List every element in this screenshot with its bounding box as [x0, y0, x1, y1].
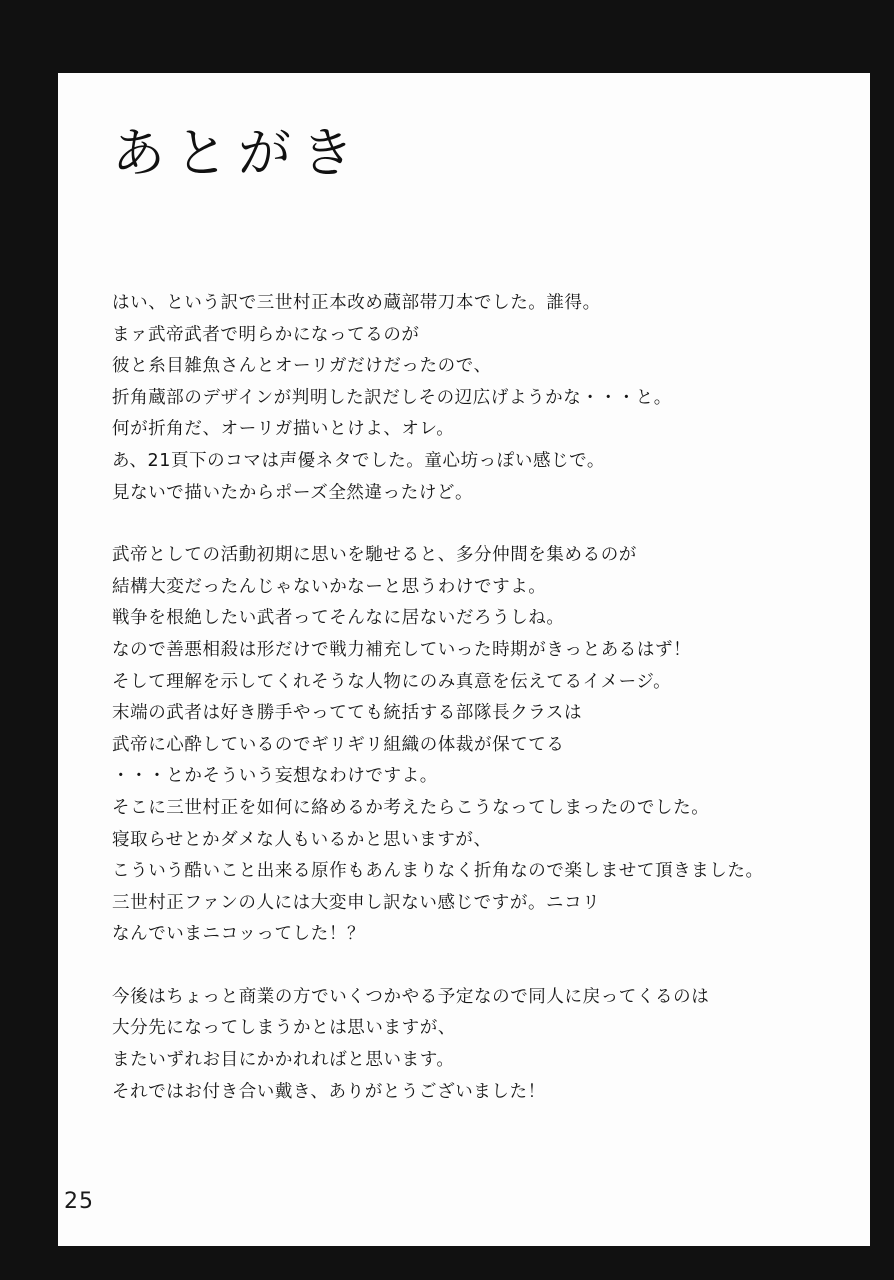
text-line: 彼と糸目雑魚さんとオーリガだけだったので、 — [112, 356, 492, 377]
text-line: 折角蔵部のデザインが判明した訳だしその辺広げようかな・・・と。 — [112, 387, 672, 408]
text-line: またいずれお目にかかれればと思います。 — [112, 1050, 455, 1071]
text-line: そこに三世村正を如何に絡めるか考えたらこうなってしまったのでした。 — [112, 797, 710, 818]
text-line: 大分先になってしまうかとは思いますが、 — [112, 1018, 456, 1039]
text-line: それではお付き合い戴き、ありがとうございました！ — [112, 1081, 546, 1102]
text-line: こういう酷いこと出来る原作もあんまりなく折角なので楽しませて頂きました。 — [112, 861, 764, 882]
text-line: 見ないで描いたからポーズ全然違ったけど。 — [112, 482, 474, 503]
text-line: 末端の武者は好き勝手やってても統括する部隊長クラスは — [112, 703, 583, 724]
text-line: あ、21頁下のコマは声優ネタでした。童心坊っぽい感じで。 — [112, 450, 606, 471]
text-line: はい、という訳で三世村正本改め蔵部帯刀本でした。誰得。 — [112, 293, 601, 313]
text-line: 結構大変だったんじゃないかなーと思うわけですよ。 — [112, 576, 547, 597]
text-line: 三世村正ファンの人には大変申し訳ない感じですが。ニコリ — [112, 892, 601, 913]
paragraph-1 — [112, 288, 832, 509]
text-line: 戦争を根絶したい武者ってそんなに居ないだろうしね。 — [112, 608, 565, 629]
page-number: 25 — [64, 1189, 94, 1214]
text-line: なんでいまニコッってした！？ — [112, 924, 366, 945]
text-line: まァ武帝武者で明らかになってるのが — [112, 324, 420, 345]
afterword-body — [112, 288, 832, 1139]
page-title: あとがき — [112, 123, 364, 184]
text-line: なので善悪相殺は形だけで戦力補充していった時期がきっとあるはず！ — [112, 639, 692, 660]
paragraph-2 — [112, 540, 832, 951]
text-line: 武帝に心酔しているのでギリギリ組織の体裁が保ててる — [112, 734, 565, 755]
text-line: 何が折角だ、オーリガ描いとけよ、オレ。 — [112, 419, 455, 440]
text-line: 寝取らせとかダメな人もいるかと思いますが、 — [112, 829, 492, 850]
text-line: ・・・とかそういう妄想なわけですよ。 — [112, 766, 438, 787]
text-line: 今後はちょっと商業の方でいくつかやる予定なので同人に戻ってくるのは — [112, 986, 710, 1007]
scanned-page — [58, 73, 870, 1246]
paragraph-3 — [112, 982, 832, 1108]
text-line: そして理解を示してくれそうな人物にのみ真意を伝えてるイメージ。 — [112, 671, 672, 692]
text-line: 武帝としての活動初期に思いを馳せると、多分仲間を集めるのが — [112, 545, 637, 566]
